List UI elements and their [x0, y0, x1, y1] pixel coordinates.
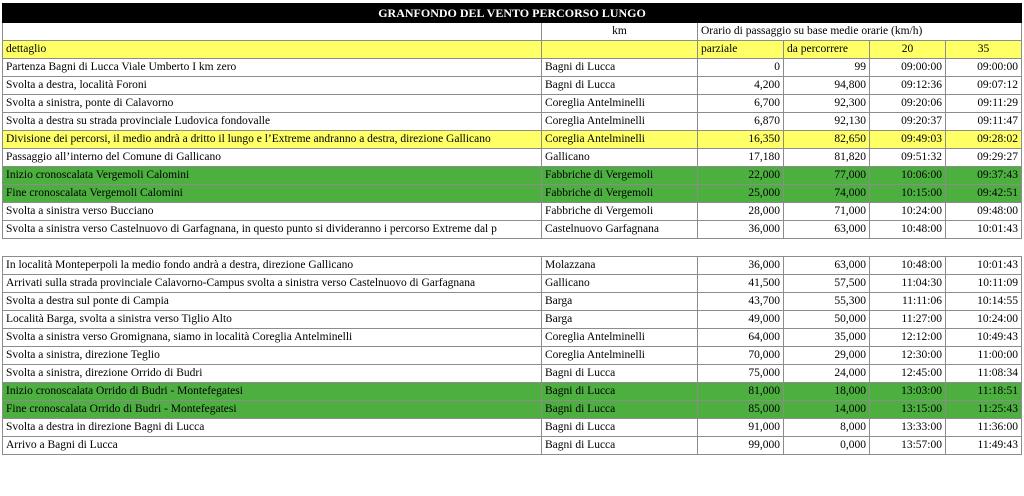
table-row	[3, 221, 1022, 239]
cell-km-parziale[interactable]: 43,700	[698, 293, 784, 311]
cell-km-da-percorrere[interactable]: 24,000	[784, 365, 870, 383]
empty-cell[interactable]	[698, 239, 784, 257]
speed-20-header[interactable]: 20	[870, 41, 946, 59]
cell-location[interactable]: Molazzana	[542, 257, 698, 275]
cell-km-parziale[interactable]: 64,000	[698, 329, 784, 347]
cell-time-20[interactable]: 13:15:00	[870, 401, 946, 419]
cell-time-20[interactable]: 09:20:06	[870, 95, 946, 113]
speed-35-header[interactable]: 35	[946, 41, 1022, 59]
cell-location[interactable]: Fabbriche di Vergemoli	[542, 185, 698, 203]
header-row-2	[3, 41, 1022, 59]
cell-description[interactable]: Inizio cronoscalata Vergemoli Calomini	[3, 167, 542, 185]
cell-km-parziale[interactable]: 22,000	[698, 167, 784, 185]
cell-description[interactable]: Svolta a sinistra, direzione Teglio	[3, 347, 542, 365]
cell-description[interactable]: Svolta a sinistra verso Castelnuovo di Garfagnana, in questo punto si divideranno i percorso Extreme dal p	[3, 221, 542, 239]
cell-time-20[interactable]: 12:45:00	[870, 365, 946, 383]
table-row	[3, 167, 1022, 185]
table-row	[3, 311, 1022, 329]
header-row-1	[3, 23, 1022, 41]
table-row	[3, 293, 1022, 311]
cell-description[interactable]: Fine cronoscalata Orrido di Budri - Montefegatesi	[3, 401, 542, 419]
empty-cell[interactable]	[3, 239, 542, 257]
cell-time-20[interactable]: 13:03:00	[870, 383, 946, 401]
cell-time-20[interactable]: 10:15:00	[870, 185, 946, 203]
cell-location[interactable]: Bagni di Lucca	[542, 401, 698, 419]
cell-time-20[interactable]: 09:12:36	[870, 77, 946, 95]
cell-time-35[interactable]: 10:14:55	[946, 293, 1022, 311]
km-header[interactable]: km	[542, 23, 698, 41]
cell-time-20[interactable]: 11:04:30	[870, 275, 946, 293]
cell-location[interactable]: Fabbriche di Vergemoli	[542, 167, 698, 185]
cell-time-35[interactable]: 09:29:27	[946, 149, 1022, 167]
cell-km-parziale[interactable]: 70,000	[698, 347, 784, 365]
table-row	[3, 95, 1022, 113]
cell-km-da-percorrere[interactable]: 29,000	[784, 347, 870, 365]
table-row	[3, 149, 1022, 167]
cell-description[interactable]: Svolta a destra, località Foroni	[3, 77, 542, 95]
cell-description[interactable]: Svolta a destra su strada provinciale Ludovica fondovalle	[3, 113, 542, 131]
cell-location[interactable]: Gallicano	[542, 149, 698, 167]
cell-description[interactable]: Località Barga, svolta a sinistra verso Tiglio Alto	[3, 311, 542, 329]
cell-location[interactable]: Bagni di Lucca	[542, 419, 698, 437]
cell-km-da-percorrere[interactable]: 77,000	[784, 167, 870, 185]
cell-km-da-percorrere[interactable]: 57,500	[784, 275, 870, 293]
cell-time-35[interactable]: 11:49:43	[946, 437, 1022, 455]
cell-km-parziale[interactable]: 85,000	[698, 401, 784, 419]
cell-time-20[interactable]: 09:51:32	[870, 149, 946, 167]
cell-location[interactable]: Bagni di Lucca	[542, 77, 698, 95]
cell-km-da-percorrere[interactable]: 71,000	[784, 203, 870, 221]
empty-cell[interactable]	[542, 239, 698, 257]
cell-km-da-percorrere[interactable]: 92,130	[784, 113, 870, 131]
title-row	[3, 4, 1022, 23]
cell-location[interactable]: Coreglia Antelminelli	[542, 131, 698, 149]
spreadsheet	[2, 3, 1021, 455]
cell-km-da-percorrere[interactable]: 81,820	[784, 149, 870, 167]
cell-time-20[interactable]: 09:20:37	[870, 113, 946, 131]
route-table	[2, 3, 1022, 455]
cell-km-parziale[interactable]: 4,200	[698, 77, 784, 95]
empty-cell[interactable]	[870, 239, 946, 257]
cell-description[interactable]: Svolta a sinistra, direzione Orrido di Budri	[3, 365, 542, 383]
table-row	[3, 131, 1022, 149]
cell-location[interactable]: Coreglia Antelminelli	[542, 95, 698, 113]
cell-km-da-percorrere[interactable]: 74,000	[784, 185, 870, 203]
cell-description[interactable]: In località Monteperpoli la medio fondo andrà a destra, direzione Gallicano	[3, 257, 542, 275]
empty-cell[interactable]	[784, 239, 870, 257]
cell-time-35[interactable]: 09:37:43	[946, 167, 1022, 185]
cell-km-parziale[interactable]: 25,000	[698, 185, 784, 203]
cell-time-35[interactable]: 10:01:43	[946, 257, 1022, 275]
cell-km-da-percorrere[interactable]: 94,800	[784, 77, 870, 95]
cell-location[interactable]: Bagni di Lucca	[542, 437, 698, 455]
cell-time-35[interactable]: 09:07:12	[946, 77, 1022, 95]
cell-km-parziale[interactable]: 99,000	[698, 437, 784, 455]
table-row	[3, 401, 1022, 419]
cell-km-da-percorrere[interactable]: 8,000	[784, 419, 870, 437]
cell-km-da-percorrere[interactable]: 63,000	[784, 257, 870, 275]
cell-description[interactable]: Inizio cronoscalata Orrido di Budri - Montefegatesi	[3, 383, 542, 401]
cell-description[interactable]: Svolta a destra in direzione Bagni di Lucca	[3, 419, 542, 437]
cell-description[interactable]: Fine cronoscalata Vergemoli Calomini	[3, 185, 542, 203]
cell-description[interactable]: Svolta a sinistra, ponte di Calavorno	[3, 95, 542, 113]
cell-description[interactable]: Passaggio all’interno del Comune di Gallicano	[3, 149, 542, 167]
cell-time-35[interactable]: 10:24:00	[946, 311, 1022, 329]
cell-km-parziale[interactable]: 36,000	[698, 257, 784, 275]
cell-time-20[interactable]: 10:48:00	[870, 221, 946, 239]
cell-km-da-percorrere[interactable]: 0,000	[784, 437, 870, 455]
orario-header[interactable]: Orario di passaggio su base medie orarie (km/h)	[698, 23, 1022, 41]
cell-time-35[interactable]: 11:00:00	[946, 347, 1022, 365]
cell-km-da-percorrere[interactable]: 50,000	[784, 311, 870, 329]
table-row	[3, 59, 1022, 77]
cell-km-da-percorrere[interactable]: 63,000	[784, 221, 870, 239]
spacer-row	[3, 239, 1022, 257]
cell-km-parziale[interactable]: 36,000	[698, 221, 784, 239]
cell-time-35[interactable]: 11:25:43	[946, 401, 1022, 419]
table-row	[3, 275, 1022, 293]
cell-time-35[interactable]: 11:08:34	[946, 365, 1022, 383]
table-row	[3, 77, 1022, 95]
cell-time-35[interactable]: 09:00:00	[946, 59, 1022, 77]
cell-location[interactable]: Bagni di Lucca	[542, 59, 698, 77]
table-row	[3, 437, 1022, 455]
cell-km-parziale[interactable]: 41,500	[698, 275, 784, 293]
cell-time-20[interactable]: 11:11:06	[870, 293, 946, 311]
cell-time-20[interactable]: 10:24:00	[870, 203, 946, 221]
loc-header-empty[interactable]	[542, 41, 698, 59]
cell-description[interactable]: Arrivati sulla strada provinciale Calavorno-Campus svolta a sinistra verso Castelnuovo di Garfagnana	[3, 275, 542, 293]
table-row	[3, 347, 1022, 365]
cell-location[interactable]: Bagni di Lucca	[542, 383, 698, 401]
cell-location[interactable]: Gallicano	[542, 275, 698, 293]
cell-location[interactable]: Coreglia Antelminelli	[542, 113, 698, 131]
empty-cell[interactable]	[946, 239, 1022, 257]
table-row	[3, 329, 1022, 347]
cell-description[interactable]: Svolta a sinistra verso Gromignana, siamo in località Coreglia Antelminelli	[3, 329, 542, 347]
cell-location[interactable]: Fabbriche di Vergemoli	[542, 203, 698, 221]
cell-time-20[interactable]: 09:00:00	[870, 59, 946, 77]
cell-location[interactable]: Bagni di Lucca	[542, 365, 698, 383]
cell-time-20[interactable]: 11:27:00	[870, 311, 946, 329]
cell-time-35[interactable]: 11:18:51	[946, 383, 1022, 401]
table-row	[3, 113, 1022, 131]
cell-km-parziale[interactable]: 49,000	[698, 311, 784, 329]
table-row	[3, 419, 1022, 437]
table-row	[3, 383, 1022, 401]
cell-km-parziale[interactable]: 16,350	[698, 131, 784, 149]
cell-km-da-percorrere[interactable]: 82,650	[784, 131, 870, 149]
cell-time-20[interactable]: 13:33:00	[870, 419, 946, 437]
cell-time-35[interactable]: 11:36:00	[946, 419, 1022, 437]
cell-description[interactable]: Arrivo a Bagni di Lucca	[3, 437, 542, 455]
cell-time-35[interactable]: 10:01:43	[946, 221, 1022, 239]
cell-description[interactable]: Svolta a destra sul ponte di Campia	[3, 293, 542, 311]
cell-km-parziale[interactable]: 17,180	[698, 149, 784, 167]
cell-time-20[interactable]: 10:48:00	[870, 257, 946, 275]
parziale-header[interactable]: parziale	[698, 41, 784, 59]
cell-km-da-percorrere[interactable]: 99	[784, 59, 870, 77]
table-row	[3, 203, 1022, 221]
sheet-title[interactable]: GRANFONDO DEL VENTO PERCORSO LUNGO	[3, 4, 1022, 23]
table-row	[3, 257, 1022, 275]
cell-km-parziale[interactable]: 0	[698, 59, 784, 77]
cell-time-35[interactable]: 09:28:02	[946, 131, 1022, 149]
cell-time-35[interactable]: 10:11:09	[946, 275, 1022, 293]
cell-km-parziale[interactable]: 28,000	[698, 203, 784, 221]
dettaglio-header[interactable]: dettaglio	[3, 41, 542, 59]
cell-location[interactable]: Castelnuovo Garfagnana	[542, 221, 698, 239]
cell-time-20[interactable]: 12:30:00	[870, 347, 946, 365]
cell-km-da-percorrere[interactable]: 92,300	[784, 95, 870, 113]
cell-time-35[interactable]: 09:48:00	[946, 203, 1022, 221]
cell-time-35[interactable]: 09:42:51	[946, 185, 1022, 203]
cell-time-35[interactable]: 10:49:43	[946, 329, 1022, 347]
header-empty-cell[interactable]	[3, 23, 542, 41]
cell-location[interactable]: Barga	[542, 311, 698, 329]
cell-time-20[interactable]: 09:49:03	[870, 131, 946, 149]
table-row	[3, 365, 1022, 383]
cell-km-da-percorrere[interactable]: 35,000	[784, 329, 870, 347]
cell-time-20[interactable]: 12:12:00	[870, 329, 946, 347]
cell-time-20[interactable]: 10:06:00	[870, 167, 946, 185]
table-row	[3, 185, 1022, 203]
cell-km-da-percorrere[interactable]: 18,000	[784, 383, 870, 401]
cell-description[interactable]: Partenza Bagni di Lucca Viale Umberto I km zero	[3, 59, 542, 77]
cell-location[interactable]: Barga	[542, 293, 698, 311]
cell-time-35[interactable]: 09:11:47	[946, 113, 1022, 131]
cell-km-parziale[interactable]: 6,870	[698, 113, 784, 131]
cell-km-da-percorrere[interactable]: 55,300	[784, 293, 870, 311]
cell-time-35[interactable]: 09:11:29	[946, 95, 1022, 113]
cell-description[interactable]: Divisione dei percorsi, il medio andrà a dritto il lungo e l’Extreme andranno a destra, direzione Gallicano	[3, 131, 542, 149]
da-percorrere-header[interactable]: da percorrere	[784, 41, 870, 59]
cell-time-20[interactable]: 13:57:00	[870, 437, 946, 455]
cell-km-parziale[interactable]: 75,000	[698, 365, 784, 383]
cell-location[interactable]: Coreglia Antelminelli	[542, 347, 698, 365]
cell-km-parziale[interactable]: 81,000	[698, 383, 784, 401]
cell-location[interactable]: Coreglia Antelminelli	[542, 329, 698, 347]
cell-km-parziale[interactable]: 6,700	[698, 95, 784, 113]
cell-km-parziale[interactable]: 91,000	[698, 419, 784, 437]
cell-description[interactable]: Svolta a sinistra verso Bucciano	[3, 203, 542, 221]
cell-km-da-percorrere[interactable]: 14,000	[784, 401, 870, 419]
